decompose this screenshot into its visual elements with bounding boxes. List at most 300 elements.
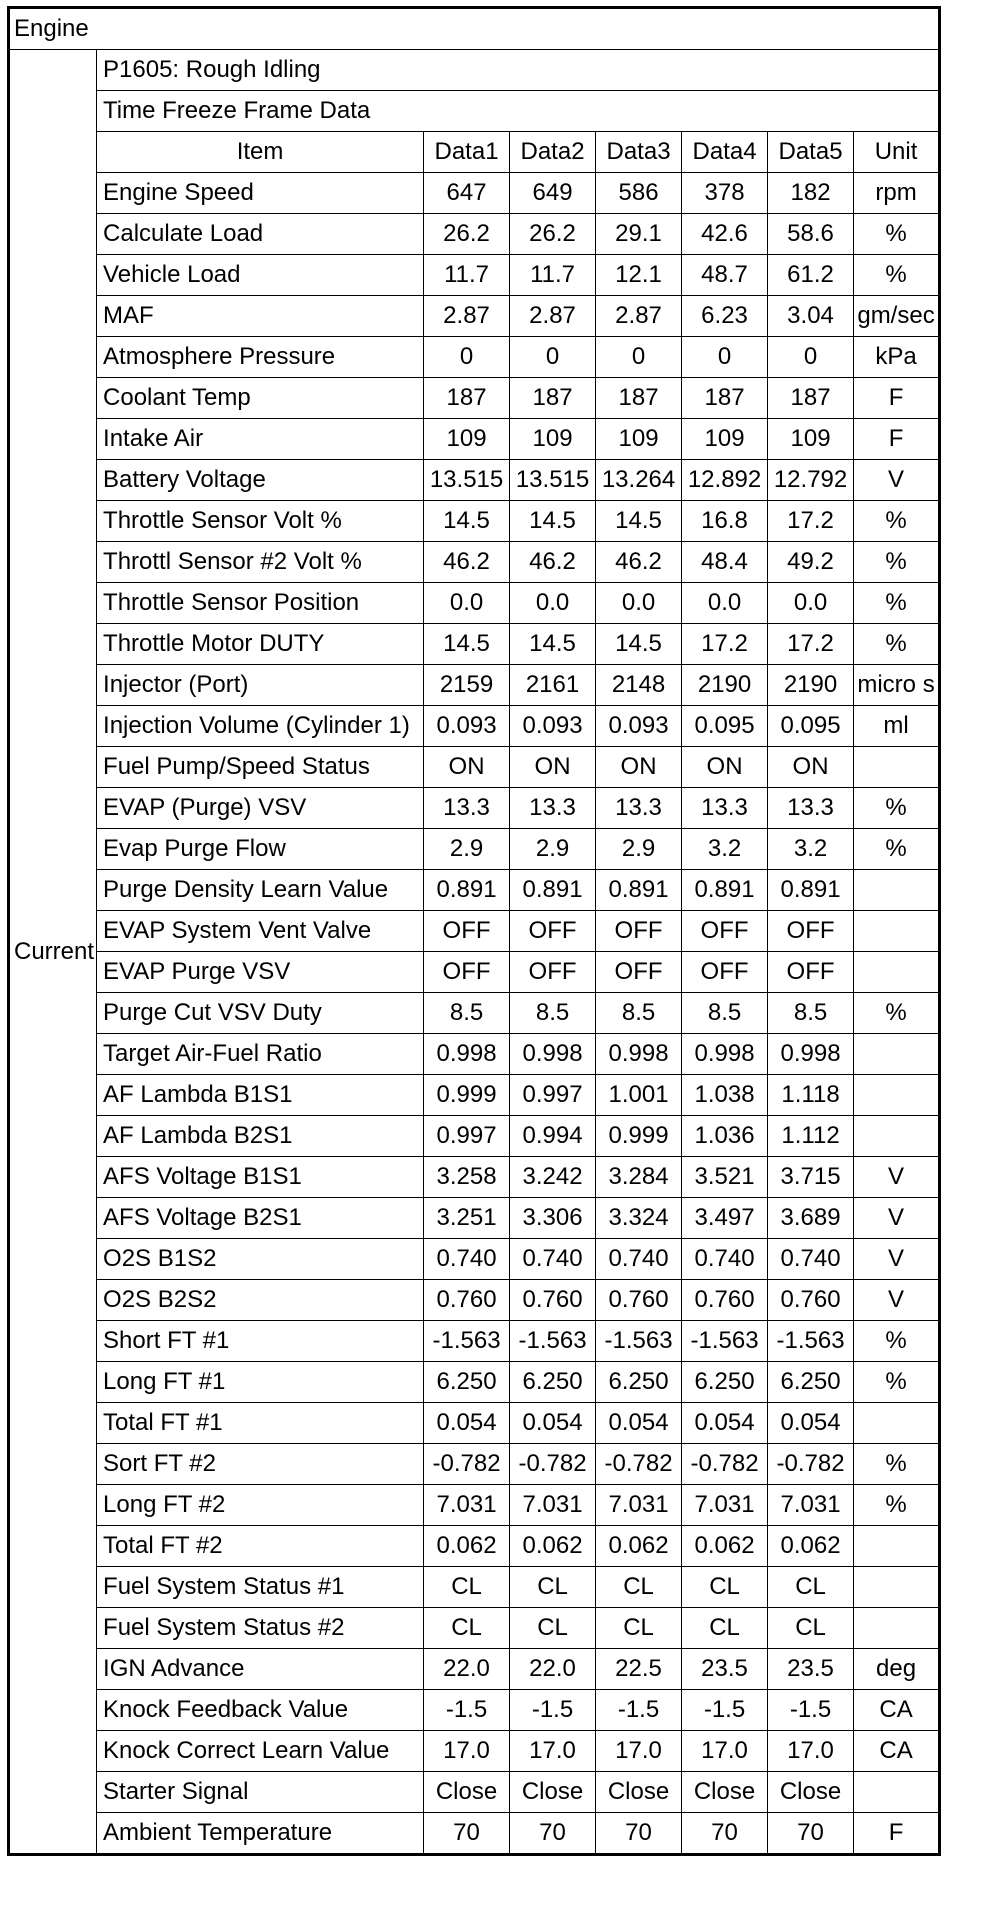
row-data3-value: 0: [596, 337, 682, 378]
header-data2: Data2: [510, 132, 596, 173]
row-unit: [854, 1116, 940, 1157]
row-item-label: Ambient Temperature: [97, 1813, 424, 1855]
row-data4-value: OFF: [682, 952, 768, 993]
row-item-label: AFS Voltage B2S1: [97, 1198, 424, 1239]
row-item-label: O2S B2S2: [97, 1280, 424, 1321]
row-data4-value: 42.6: [682, 214, 768, 255]
row-item-label: IGN Advance: [97, 1649, 424, 1690]
row-item-label: Long FT #2: [97, 1485, 424, 1526]
row-unit: %: [854, 1362, 940, 1403]
row-data4-value: 3.2: [682, 829, 768, 870]
row-unit: [854, 1075, 940, 1116]
row-data2-value: 0.093: [510, 706, 596, 747]
table-row: [9, 1649, 940, 1690]
row-data5-value: 1.118: [768, 1075, 854, 1116]
row-data2-value: OFF: [510, 952, 596, 993]
row-item-label: AF Lambda B1S1: [97, 1075, 424, 1116]
row-unit: %: [854, 829, 940, 870]
header-item: Item: [97, 132, 424, 173]
row-data5-value: 49.2: [768, 542, 854, 583]
row-data1-value: 26.2: [424, 214, 510, 255]
table-row: [9, 542, 940, 583]
row-data3-value: 7.031: [596, 1485, 682, 1526]
row-data2-value: 7.031: [510, 1485, 596, 1526]
row-data1-value: -1.5: [424, 1690, 510, 1731]
row-data4-value: 0.891: [682, 870, 768, 911]
row-data5-value: 0: [768, 337, 854, 378]
row-data3-value: 2.9: [596, 829, 682, 870]
row-unit: F: [854, 1813, 940, 1855]
table-row: [9, 378, 940, 419]
row-data2-value: 2.9: [510, 829, 596, 870]
row-unit: V: [854, 1239, 940, 1280]
row-data1-value: Close: [424, 1772, 510, 1813]
row-data3-value: 17.0: [596, 1731, 682, 1772]
row-data1-value: ON: [424, 747, 510, 788]
table-row: [9, 1321, 940, 1362]
row-data2-value: 0.998: [510, 1034, 596, 1075]
table-row: [9, 173, 940, 214]
row-data2-value: 3.242: [510, 1157, 596, 1198]
row-data1-value: OFF: [424, 911, 510, 952]
row-item-label: Throttle Motor DUTY: [97, 624, 424, 665]
row-data5-value: 0.0: [768, 583, 854, 624]
row-data3-value: 2.87: [596, 296, 682, 337]
row-data1-value: 13.3: [424, 788, 510, 829]
frame-subtitle: Time Freeze Frame Data: [97, 91, 940, 132]
row-data4-value: 2190: [682, 665, 768, 706]
row-data2-value: 0.062: [510, 1526, 596, 1567]
row-data5-value: -0.782: [768, 1444, 854, 1485]
row-data3-value: 13.264: [596, 460, 682, 501]
row-unit: [854, 1034, 940, 1075]
row-data1-value: 0: [424, 337, 510, 378]
row-item-label: Starter Signal: [97, 1772, 424, 1813]
row-data2-value: 6.250: [510, 1362, 596, 1403]
table-row: [9, 1034, 940, 1075]
row-data5-value: 6.250: [768, 1362, 854, 1403]
row-data3-value: 22.5: [596, 1649, 682, 1690]
table-row: [9, 1157, 940, 1198]
row-data2-value: CL: [510, 1567, 596, 1608]
row-data2-value: 0.0: [510, 583, 596, 624]
row-data2-value: 649: [510, 173, 596, 214]
row-data4-value: -0.782: [682, 1444, 768, 1485]
row-data5-value: 17.2: [768, 624, 854, 665]
row-data5-value: Close: [768, 1772, 854, 1813]
row-data3-value: CL: [596, 1567, 682, 1608]
row-data1-value: CL: [424, 1608, 510, 1649]
row-item-label: O2S B1S2: [97, 1239, 424, 1280]
row-unit: micro s: [854, 665, 940, 706]
row-data4-value: 0.095: [682, 706, 768, 747]
row-data2-value: ON: [510, 747, 596, 788]
row-data5-value: 0.998: [768, 1034, 854, 1075]
row-item-label: Fuel System Status #2: [97, 1608, 424, 1649]
row-data1-value: 13.515: [424, 460, 510, 501]
table-row: [9, 747, 940, 788]
row-item-label: AF Lambda B2S1: [97, 1116, 424, 1157]
row-data3-value: 0.999: [596, 1116, 682, 1157]
dtc-row: [9, 50, 940, 91]
table-row: [9, 1690, 940, 1731]
row-data1-value: CL: [424, 1567, 510, 1608]
row-data1-value: 14.5: [424, 501, 510, 542]
row-data1-value: OFF: [424, 952, 510, 993]
row-item-label: Vehicle Load: [97, 255, 424, 296]
row-unit: [854, 747, 940, 788]
row-data1-value: 0.891: [424, 870, 510, 911]
row-data5-value: 0.062: [768, 1526, 854, 1567]
row-data2-value: 0.891: [510, 870, 596, 911]
table-row: [9, 1403, 940, 1444]
header-data1: Data1: [424, 132, 510, 173]
row-item-label: Total FT #1: [97, 1403, 424, 1444]
row-item-label: Knock Feedback Value: [97, 1690, 424, 1731]
row-data4-value: 0.998: [682, 1034, 768, 1075]
row-data3-value: 46.2: [596, 542, 682, 583]
table-row: [9, 665, 940, 706]
row-data5-value: 0.095: [768, 706, 854, 747]
row-data2-value: -1.563: [510, 1321, 596, 1362]
row-data3-value: 0.093: [596, 706, 682, 747]
row-data1-value: 8.5: [424, 993, 510, 1034]
row-item-label: Purge Density Learn Value: [97, 870, 424, 911]
row-data5-value: 61.2: [768, 255, 854, 296]
row-data1-value: 2.87: [424, 296, 510, 337]
table-row: [9, 255, 940, 296]
row-data4-value: 1.036: [682, 1116, 768, 1157]
row-data1-value: -1.563: [424, 1321, 510, 1362]
row-data3-value: -1.563: [596, 1321, 682, 1362]
row-data4-value: 0.062: [682, 1526, 768, 1567]
row-data2-value: 70: [510, 1813, 596, 1855]
row-data5-value: 17.2: [768, 501, 854, 542]
row-unit: %: [854, 1444, 940, 1485]
row-data2-value: 17.0: [510, 1731, 596, 1772]
row-data1-value: 70: [424, 1813, 510, 1855]
row-data5-value: 3.715: [768, 1157, 854, 1198]
table-row: [9, 1239, 940, 1280]
row-data1-value: 0.760: [424, 1280, 510, 1321]
row-unit: %: [854, 542, 940, 583]
table-row: [9, 788, 940, 829]
row-data3-value: 0.760: [596, 1280, 682, 1321]
table-row: [9, 1362, 940, 1403]
row-data4-value: 48.4: [682, 542, 768, 583]
table-row: [9, 952, 940, 993]
row-data5-value: 109: [768, 419, 854, 460]
row-item-label: MAF: [97, 296, 424, 337]
row-data3-value: 70: [596, 1813, 682, 1855]
row-data3-value: 12.1: [596, 255, 682, 296]
row-item-label: Fuel System Status #1: [97, 1567, 424, 1608]
row-data1-value: 6.250: [424, 1362, 510, 1403]
row-data3-value: 0.054: [596, 1403, 682, 1444]
row-data3-value: 13.3: [596, 788, 682, 829]
row-data4-value: 17.0: [682, 1731, 768, 1772]
row-unit: kPa: [854, 337, 940, 378]
row-item-label: Long FT #1: [97, 1362, 424, 1403]
row-unit: [854, 1772, 940, 1813]
table-row: [9, 1731, 940, 1772]
table-row: [9, 706, 940, 747]
row-data2-value: 0.740: [510, 1239, 596, 1280]
row-data3-value: 0.062: [596, 1526, 682, 1567]
row-data1-value: 0.998: [424, 1034, 510, 1075]
row-unit: %: [854, 624, 940, 665]
row-item-label: Throttle Sensor Position: [97, 583, 424, 624]
row-data5-value: 70: [768, 1813, 854, 1855]
row-data1-value: 647: [424, 173, 510, 214]
row-data4-value: OFF: [682, 911, 768, 952]
table-row: [9, 1526, 940, 1567]
header-data4: Data4: [682, 132, 768, 173]
row-data5-value: 17.0: [768, 1731, 854, 1772]
row-data5-value: -1.5: [768, 1690, 854, 1731]
row-data4-value: 0: [682, 337, 768, 378]
row-data1-value: 0.0: [424, 583, 510, 624]
row-item-label: Throttl Sensor #2 Volt %: [97, 542, 424, 583]
row-item-label: Total FT #2: [97, 1526, 424, 1567]
row-data3-value: OFF: [596, 911, 682, 952]
row-unit: V: [854, 1198, 940, 1239]
row-data3-value: 0.891: [596, 870, 682, 911]
row-data4-value: 16.8: [682, 501, 768, 542]
table-row: [9, 1116, 940, 1157]
row-item-label: EVAP System Vent Valve: [97, 911, 424, 952]
row-unit: %: [854, 583, 940, 624]
row-data5-value: CL: [768, 1567, 854, 1608]
row-data1-value: 0.062: [424, 1526, 510, 1567]
row-data1-value: 46.2: [424, 542, 510, 583]
header-unit: Unit: [854, 132, 940, 173]
row-data3-value: 14.5: [596, 501, 682, 542]
row-data2-value: -0.782: [510, 1444, 596, 1485]
row-data2-value: 0.997: [510, 1075, 596, 1116]
row-data2-value: 109: [510, 419, 596, 460]
row-unit: F: [854, 378, 940, 419]
row-data4-value: 17.2: [682, 624, 768, 665]
row-data3-value: 109: [596, 419, 682, 460]
row-data2-value: 46.2: [510, 542, 596, 583]
row-data4-value: 23.5: [682, 1649, 768, 1690]
row-data5-value: 0.740: [768, 1239, 854, 1280]
row-data5-value: 2190: [768, 665, 854, 706]
header-row: [9, 132, 940, 173]
row-data2-value: -1.5: [510, 1690, 596, 1731]
row-data1-value: -0.782: [424, 1444, 510, 1485]
subtitle-row: [9, 91, 940, 132]
row-data1-value: 187: [424, 378, 510, 419]
row-item-label: AFS Voltage B1S1: [97, 1157, 424, 1198]
row-data4-value: 1.038: [682, 1075, 768, 1116]
row-data5-value: 12.792: [768, 460, 854, 501]
row-data2-value: 8.5: [510, 993, 596, 1034]
row-data2-value: 2161: [510, 665, 596, 706]
row-data2-value: 14.5: [510, 624, 596, 665]
row-unit: [854, 870, 940, 911]
row-data3-value: -0.782: [596, 1444, 682, 1485]
row-data2-value: 22.0: [510, 1649, 596, 1690]
row-data4-value: 0.740: [682, 1239, 768, 1280]
freeze-frame-table: [7, 6, 941, 1856]
row-unit: [854, 1526, 940, 1567]
row-data3-value: 187: [596, 378, 682, 419]
row-data5-value: 3.2: [768, 829, 854, 870]
table-row: [9, 870, 940, 911]
row-data2-value: OFF: [510, 911, 596, 952]
row-data2-value: 0.760: [510, 1280, 596, 1321]
row-item-label: Knock Correct Learn Value: [97, 1731, 424, 1772]
row-data2-value: 13.3: [510, 788, 596, 829]
table-row: [9, 501, 940, 542]
row-unit: V: [854, 1157, 940, 1198]
row-unit: [854, 911, 940, 952]
row-data4-value: 0.0: [682, 583, 768, 624]
row-data5-value: OFF: [768, 952, 854, 993]
row-data5-value: 0.054: [768, 1403, 854, 1444]
row-data4-value: 8.5: [682, 993, 768, 1034]
row-data4-value: CL: [682, 1567, 768, 1608]
table-row: [9, 583, 940, 624]
row-unit: %: [854, 501, 940, 542]
row-data3-value: OFF: [596, 952, 682, 993]
table-row: [9, 1485, 940, 1526]
row-data5-value: 8.5: [768, 993, 854, 1034]
row-unit: [854, 952, 940, 993]
row-data2-value: CL: [510, 1608, 596, 1649]
row-data5-value: 1.112: [768, 1116, 854, 1157]
row-data5-value: 3.04: [768, 296, 854, 337]
row-data2-value: 3.306: [510, 1198, 596, 1239]
group-label: Current: [9, 50, 97, 1855]
row-data1-value: 7.031: [424, 1485, 510, 1526]
row-item-label: Target Air-Fuel Ratio: [97, 1034, 424, 1075]
row-unit: V: [854, 460, 940, 501]
row-data4-value: 0.054: [682, 1403, 768, 1444]
row-data3-value: 3.284: [596, 1157, 682, 1198]
row-item-label: Purge Cut VSV Duty: [97, 993, 424, 1034]
row-data4-value: -1.5: [682, 1690, 768, 1731]
row-data3-value: Close: [596, 1772, 682, 1813]
row-data3-value: 1.001: [596, 1075, 682, 1116]
row-data2-value: 11.7: [510, 255, 596, 296]
row-item-label: Injector (Port): [97, 665, 424, 706]
row-item-label: Intake Air: [97, 419, 424, 460]
row-data3-value: 14.5: [596, 624, 682, 665]
row-data2-value: 0.054: [510, 1403, 596, 1444]
row-unit: ml: [854, 706, 940, 747]
row-unit: %: [854, 1321, 940, 1362]
row-data4-value: 378: [682, 173, 768, 214]
row-unit: %: [854, 255, 940, 296]
row-item-label: Calculate Load: [97, 214, 424, 255]
row-unit: F: [854, 419, 940, 460]
row-item-label: Engine Speed: [97, 173, 424, 214]
row-data5-value: 58.6: [768, 214, 854, 255]
row-data4-value: -1.563: [682, 1321, 768, 1362]
row-data1-value: 22.0: [424, 1649, 510, 1690]
row-data2-value: 187: [510, 378, 596, 419]
row-unit: %: [854, 214, 940, 255]
row-unit: rpm: [854, 173, 940, 214]
row-data4-value: 13.3: [682, 788, 768, 829]
row-data4-value: ON: [682, 747, 768, 788]
row-data4-value: 6.250: [682, 1362, 768, 1403]
row-unit: %: [854, 993, 940, 1034]
row-unit: CA: [854, 1690, 940, 1731]
table-row: [9, 911, 940, 952]
row-data4-value: 0.760: [682, 1280, 768, 1321]
row-item-label: Atmosphere Pressure: [97, 337, 424, 378]
dtc-title: P1605: Rough Idling: [97, 50, 940, 91]
row-data1-value: 3.258: [424, 1157, 510, 1198]
table-row: [9, 419, 940, 460]
row-data5-value: 0.760: [768, 1280, 854, 1321]
row-data1-value: 0.999: [424, 1075, 510, 1116]
row-data2-value: 14.5: [510, 501, 596, 542]
table-row: [9, 1280, 940, 1321]
row-data1-value: 17.0: [424, 1731, 510, 1772]
row-data4-value: 3.521: [682, 1157, 768, 1198]
row-data5-value: 13.3: [768, 788, 854, 829]
section-row: [9, 8, 940, 50]
table-row: [9, 1608, 940, 1649]
row-data2-value: 0: [510, 337, 596, 378]
row-data5-value: 182: [768, 173, 854, 214]
row-item-label: Injection Volume (Cylinder 1): [97, 706, 424, 747]
row-data3-value: 8.5: [596, 993, 682, 1034]
row-data3-value: 6.250: [596, 1362, 682, 1403]
row-data1-value: 0.997: [424, 1116, 510, 1157]
row-item-label: Throttle Sensor Volt %: [97, 501, 424, 542]
row-item-label: Evap Purge Flow: [97, 829, 424, 870]
row-data3-value: 586: [596, 173, 682, 214]
row-item-label: Short FT #1: [97, 1321, 424, 1362]
row-data5-value: ON: [768, 747, 854, 788]
row-unit: deg: [854, 1649, 940, 1690]
row-unit: gm/sec: [854, 296, 940, 337]
row-unit: [854, 1567, 940, 1608]
row-data1-value: 0.740: [424, 1239, 510, 1280]
row-unit: CA: [854, 1731, 940, 1772]
row-data3-value: ON: [596, 747, 682, 788]
row-item-label: Coolant Temp: [97, 378, 424, 419]
row-data5-value: 7.031: [768, 1485, 854, 1526]
row-data3-value: 29.1: [596, 214, 682, 255]
row-data1-value: 14.5: [424, 624, 510, 665]
row-data4-value: 3.497: [682, 1198, 768, 1239]
table-row: [9, 1198, 940, 1239]
row-data3-value: 0.740: [596, 1239, 682, 1280]
row-data4-value: 187: [682, 378, 768, 419]
row-data5-value: 0.891: [768, 870, 854, 911]
row-unit: V: [854, 1280, 940, 1321]
row-data4-value: 6.23: [682, 296, 768, 337]
row-data5-value: 23.5: [768, 1649, 854, 1690]
row-data5-value: 3.689: [768, 1198, 854, 1239]
row-unit: [854, 1608, 940, 1649]
table-row: [9, 993, 940, 1034]
row-data2-value: Close: [510, 1772, 596, 1813]
row-unit: [854, 1403, 940, 1444]
table-row: [9, 460, 940, 501]
table-row: [9, 1567, 940, 1608]
row-data1-value: 2159: [424, 665, 510, 706]
table-row: [9, 1772, 940, 1813]
row-data1-value: 11.7: [424, 255, 510, 296]
